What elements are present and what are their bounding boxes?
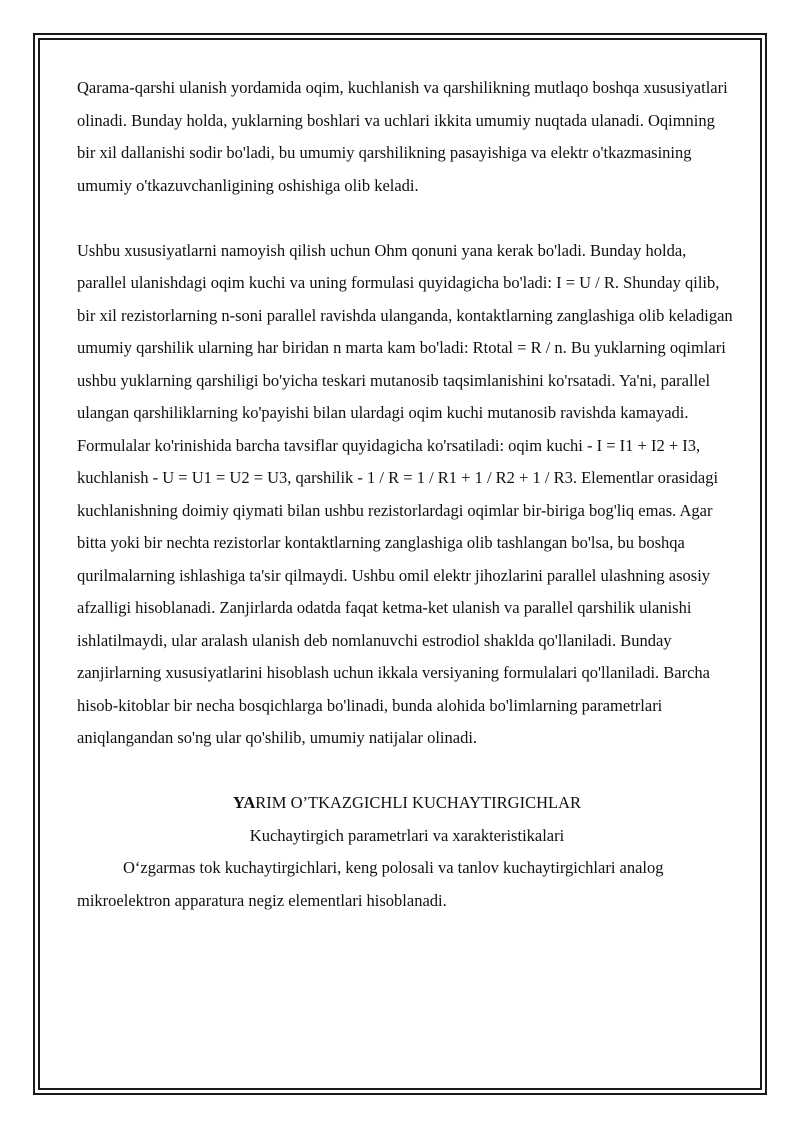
section-heading-rest: RIM O’TKAZGICHLI KUCHAYTIRGICHLAR (255, 793, 582, 812)
paragraph-parallel-intro: Qarama-qarshi ulanish yordamida oqim, kuchlanish va qarshilikning mutlaqo boshqa xususiyatlari olinadi. Bunday holda, yuklarning boshlari va uchlari ikkita umumiy nuqtada ulanadi. Oqimning bir xil dallanishi sodir bo'ladi, bu umumiy qarshilikning pasayishiga va elektr o'tkazmasining umumiy o'tkazuvchanligining oshishiga olib keladi. (77, 78, 728, 195)
paragraph-spacer (77, 202, 737, 235)
paragraph-ohm-law: Ushbu xususiyatlarni namoyish qilish uchun Ohm qonuni yana kerak bo'ladi. Bunday holda, parallel ulanishdagi oqim kuchi va uning formulasi quyidagicha bo'ladi: I = U / R. Shunday qilib, bir xil rezistorlarning n-soni parallel ravishda ulanganda, kontaktlarning zanglashiga olib keladigan umumiy qarshilik ularning har biridan n marta kam bo'ladi: Rtotal = R / n. Bu yuklarning oqimlari ushbu yuklarning qarshiligi bo'yicha teskari mutanosib taqsimlanishini ko'rsatadi. Ya'ni, parallel ulangan qarshiliklarning ko'payishi bilan ulardagi oqim kuchi mutanosib ravishda kamayadi. Formulalar ko'rinishida barcha tavsiflar quyidagicha ko'rsatiladi: oqim kuchi - I = I1 + I2 + I3, kuchlanish - U = U1 = U2 = U3, qarshilik - 1 / R = 1 / R1 + 1 / R2 + 1 / R3. Elementlar orasidagi kuchlanishning doimiy qiymati bilan ushbu rezistorlardagi oqimlar bir-biriga bog'liq emas. Agar bitta yoki bir nechta rezistorlar kontaktlarning zanglashiga olib tashlangan bo'lsa, bu boshqa qurilmalarning ishlashiga ta'sir qilmaydi. Ushbu omil elektr jihozlarini parallel ulashning asosiy afzalligi hisoblanadi. Zanjirlarda odatda faqat ketma-ket ulanish va parallel qarshilik ulanishi ishlatilmaydi, ular aralash ulanish deb nomlanuvchi estrodiol shaklda qo'llaniladi. Bunday zanjirlarning xususiyatlarini hisoblash uchun ikkala versiyaning formulalari qo'llaniladi. Barcha hisob-kitoblar bir necha bosqichlarga bo'linadi, bunda alohida bo'limlarning parametrlari aniqlangandan so'ng ular qo'shilib, umumiy natijalar olinadi. (77, 240, 733, 747)
section-heading-bold: YA (232, 793, 256, 812)
section-subheading: Kuchaytirgich parametrlari va xarakteristikalari (249, 825, 565, 845)
paragraph-spacer (77, 755, 737, 788)
section-heading (77, 787, 737, 820)
document-body (77, 72, 737, 917)
paragraph-amplifiers: O‘zgarmas tok kuchaytirgichlari, keng polosali va tanlov kuchaytirgichlari analog mikroelektron apparatura negiz elementlari hisoblanadi. (77, 858, 664, 910)
